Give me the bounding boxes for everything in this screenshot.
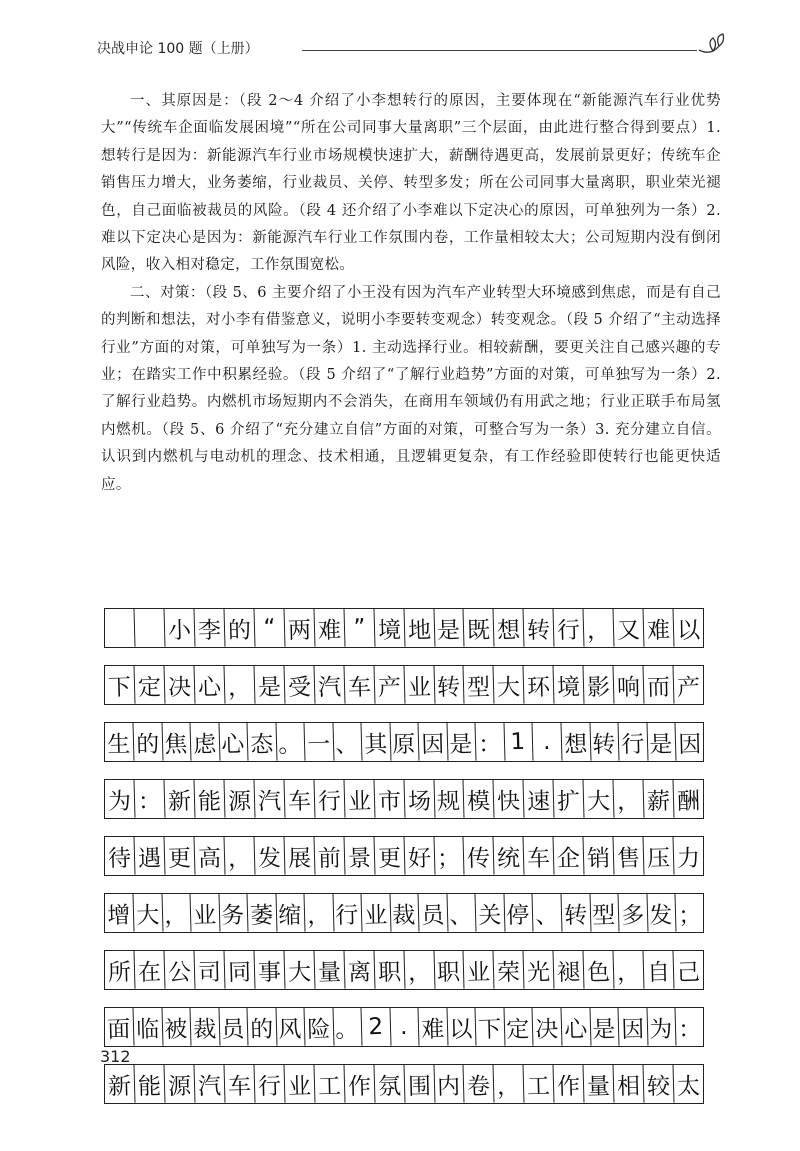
grid-cells — [104, 836, 704, 876]
grid-cell: 难 — [314, 609, 345, 648]
grid-cell: 转 — [590, 723, 620, 762]
grid-cell: 、 — [333, 723, 363, 762]
book-title: 决战申论 100 题（上册） — [97, 41, 259, 57]
grid-cell: 以 — [676, 617, 701, 644]
grid-cell — [105, 609, 136, 648]
grid-cell: 而 — [644, 666, 675, 705]
grid-cell: 高 — [194, 837, 225, 876]
grid-cell: 光 — [524, 951, 555, 990]
grid-cell: 卷 — [464, 1065, 495, 1104]
grid-cell: 想 — [561, 723, 591, 762]
grid-cells — [104, 722, 704, 762]
grid-cell: 作 — [344, 1065, 375, 1104]
grid-cell: 行 — [254, 1065, 285, 1104]
grid-cell: 内 — [434, 1065, 465, 1104]
grid-cell: ； — [677, 902, 702, 929]
grid-cell: 停 — [504, 894, 534, 933]
grid-cell: 是 — [447, 723, 477, 762]
grid-cell: 多 — [618, 894, 648, 933]
grid-cell: ， — [162, 894, 192, 933]
grid-cell: 境 — [374, 609, 405, 648]
grid-cell: 地 — [404, 609, 435, 648]
grid-cell: 型 — [464, 666, 495, 705]
grid-cell: 2 — [361, 1008, 391, 1047]
grid-cell: 车 — [524, 837, 555, 876]
grid-cell: 行 — [333, 894, 363, 933]
grid-cell: 源 — [224, 780, 255, 819]
grid-cell: ， — [224, 837, 255, 876]
grid-cell: 大 — [584, 780, 615, 819]
grid-cell: 行 — [314, 780, 345, 819]
grid-cell: 业 — [361, 894, 391, 933]
answer-explanation — [101, 88, 721, 499]
grid-cell: 产 — [374, 666, 405, 705]
grid-cell: 面 — [105, 1008, 135, 1047]
grid-cell: 一 — [304, 723, 334, 762]
grid-cell: 转 — [561, 894, 591, 933]
grid-cell: 生 — [105, 723, 135, 762]
grid-row — [100, 1003, 710, 1060]
grid-cell: . — [390, 1008, 420, 1047]
grid-cell: 转 — [524, 609, 555, 648]
grid-cell: 原 — [390, 723, 420, 762]
grid-cell: 响 — [614, 666, 645, 705]
grid-cell: 小 — [164, 609, 195, 648]
grid-cell: 褪 — [554, 951, 585, 990]
grid-cell: 大 — [284, 951, 315, 990]
grid-cells — [104, 779, 704, 819]
grid-row — [100, 775, 710, 832]
grid-cell: 车 — [344, 666, 375, 705]
grid-cell: 大 — [494, 666, 525, 705]
grid-cell: 务 — [219, 894, 249, 933]
grid-cell: 业 — [464, 951, 495, 990]
grid-cells — [104, 665, 704, 705]
grid-cell: 下 — [105, 666, 136, 705]
grid-cell: 业 — [190, 894, 220, 933]
header-rule — [302, 50, 697, 51]
grid-cell: 景 — [344, 837, 375, 876]
grid-cell: 是 — [647, 723, 677, 762]
grid-cell: 量 — [584, 1065, 615, 1104]
grid-cell: 是 — [590, 1008, 620, 1047]
grid-cell: 发 — [254, 837, 285, 876]
grid-cell: ， — [584, 609, 615, 648]
grid-cell: 缩 — [276, 894, 306, 933]
grid-cell: 风 — [276, 1008, 306, 1047]
grid-cell: 行 — [554, 609, 585, 648]
running-header — [97, 30, 727, 60]
grid-cell: 力 — [676, 845, 701, 872]
grid-cell: 临 — [133, 1008, 163, 1047]
grid-cell: 车 — [224, 1065, 255, 1104]
grid-cells — [104, 893, 704, 933]
grid-cell: 又 — [614, 609, 645, 648]
grid-cell: 萎 — [247, 894, 277, 933]
grid-cell: 所 — [105, 951, 136, 990]
grid-cells — [104, 1007, 704, 1047]
grid-cell: ： — [677, 1016, 702, 1043]
grid-cell: 围 — [404, 1065, 435, 1104]
grid-cell: 业 — [284, 1065, 315, 1104]
grid-cell: 发 — [647, 894, 677, 933]
grid-cell: 传 — [464, 837, 495, 876]
grid-cell: 太 — [676, 1073, 701, 1100]
grid-cell: 模 — [464, 780, 495, 819]
grid-cell: 想 — [494, 609, 525, 648]
grid-cell: 职 — [434, 951, 465, 990]
grid-cells — [104, 950, 704, 990]
grid-cell: 。 — [276, 723, 306, 762]
grid-cell: 汽 — [314, 666, 345, 705]
sprout-icon — [697, 32, 727, 58]
grid-row — [100, 1060, 710, 1117]
grid-cell: 能 — [194, 780, 225, 819]
grid-cell: ， — [614, 951, 645, 990]
grid-cell: 难 — [418, 1008, 448, 1047]
grid-cell: 扩 — [554, 780, 585, 819]
grid-cell: 荣 — [494, 951, 525, 990]
grid-cell: 。 — [333, 1008, 363, 1047]
grid-cell: 难 — [644, 609, 675, 648]
grid-cell: 离 — [344, 951, 375, 990]
grid-cell: 同 — [224, 951, 255, 990]
grid-cell: 心 — [194, 666, 225, 705]
grid-cell: ： — [475, 723, 505, 762]
grid-cell: 大 — [133, 894, 163, 933]
grid-cell: 是 — [434, 609, 465, 648]
grid-cell: 因 — [677, 731, 702, 758]
grid-cell: 李 — [194, 609, 225, 648]
grid-cell: 较 — [644, 1065, 675, 1104]
grid-cell: 汽 — [254, 780, 285, 819]
grid-cell: 为 — [647, 1008, 677, 1047]
grid-cell: 员 — [418, 894, 448, 933]
grid-cell: 两 — [284, 609, 315, 648]
grid-cell: 市 — [374, 780, 405, 819]
grid-cell: 汽 — [194, 1065, 225, 1104]
grid-cell: 源 — [164, 1065, 195, 1104]
grid-cell: 的 — [224, 609, 255, 648]
grid-cell: ， — [404, 951, 435, 990]
grid-cell: 在 — [134, 951, 165, 990]
page-number: 312 — [100, 1047, 131, 1066]
grid-cell: 色 — [584, 951, 615, 990]
paragraph-causes: 一、其原因是：（段 2～4 介绍了小李想转行的原因，主要体现在“新能源汽车行业优势大”“传统车企面临发展困境”“所在公司同事大量离职”三个层面，由此进行整合得到要点）1. 想转行是因为：新能源汽车行业市场规模快速扩大，薪酬待遇更高，发展前景更好；传统车企销售压力增大，业务萎缩，行业裁员、关停、转型多发；所在公司同事大量离职，职业荣光褪色，自己面临被裁员的风险。（段 4 还介绍了小李难以下定决心的原因，可单独列为一条）2. 难以下定决心是因为：新能源汽车行业工作氛围内卷，工作量相较太大；公司短期内没有倒闭风险，收入相对稳定，工作氛围宽松。 — [101, 93, 721, 274]
grid-cell: ， — [304, 894, 334, 933]
grid-cell: ” — [344, 609, 375, 648]
grid-cell: 遇 — [134, 837, 165, 876]
grid-cell: 新 — [164, 780, 195, 819]
grid-cell — [134, 609, 165, 648]
grid-cell: 定 — [504, 1008, 534, 1047]
grid-row — [100, 889, 710, 946]
grid-cell: . — [532, 723, 562, 762]
grid-cell: 职 — [374, 951, 405, 990]
grid-row — [100, 604, 710, 661]
grid-row — [100, 661, 710, 718]
grid-cell: 因 — [418, 723, 448, 762]
grid-cell: 环 — [524, 666, 555, 705]
grid-cell: 转 — [434, 666, 465, 705]
grid-cell: 行 — [618, 723, 648, 762]
grid-cell: 态 — [247, 723, 277, 762]
grid-cell: 能 — [134, 1065, 165, 1104]
grid-cell: ， — [494, 1065, 525, 1104]
grid-cell: 员 — [219, 1008, 249, 1047]
grid-cell: 、 — [447, 894, 477, 933]
grid-cell: 更 — [374, 837, 405, 876]
grid-cell: 1 — [504, 723, 534, 762]
grid-cell: 影 — [584, 666, 615, 705]
grid-cell: 销 — [584, 837, 615, 876]
grid-cell: 的 — [133, 723, 163, 762]
grid-cell: 司 — [194, 951, 225, 990]
grid-cell: 业 — [344, 780, 375, 819]
grid-cell: 型 — [590, 894, 620, 933]
grid-cell: 车 — [284, 780, 315, 819]
grid-cell: 工 — [524, 1065, 555, 1104]
grid-cell: 展 — [284, 837, 315, 876]
grid-cell: ； — [434, 837, 465, 876]
grid-cell: 工 — [314, 1065, 345, 1104]
grid-cell: 场 — [404, 780, 435, 819]
grid-cell: 更 — [164, 837, 195, 876]
grid-cell: 因 — [618, 1008, 648, 1047]
grid-cell: 的 — [247, 1008, 277, 1047]
grid-cell: 己 — [676, 959, 701, 986]
grid-cell: 下 — [475, 1008, 505, 1047]
grid-cell: ， — [614, 780, 645, 819]
grid-cell: 前 — [314, 837, 345, 876]
grid-cells — [104, 608, 704, 648]
grid-cell: 速 — [524, 780, 555, 819]
grid-cell: 裁 — [390, 894, 420, 933]
grid-cells — [104, 1064, 704, 1104]
grid-cell: 业 — [404, 666, 435, 705]
grid-cell: 公 — [164, 951, 195, 990]
answer-grid-sheet — [100, 604, 710, 1117]
grid-cell: 待 — [105, 837, 136, 876]
grid-cell: ， — [224, 666, 255, 705]
grid-cell: 规 — [434, 780, 465, 819]
grid-cell: 关 — [475, 894, 505, 933]
grid-cell: 作 — [554, 1065, 585, 1104]
grid-cell: 是 — [254, 666, 285, 705]
grid-cell: 其 — [361, 723, 391, 762]
grid-cell: 自 — [644, 951, 675, 990]
grid-cell: 裁 — [190, 1008, 220, 1047]
grid-cell: ： — [134, 780, 165, 819]
grid-cell: 新 — [105, 1065, 136, 1104]
grid-cell: 焦 — [162, 723, 192, 762]
grid-cell: 、 — [532, 894, 562, 933]
grid-cell: 压 — [644, 837, 675, 876]
grid-cell: 酬 — [676, 788, 701, 815]
grid-cell: 虑 — [190, 723, 220, 762]
grid-cell: 受 — [284, 666, 315, 705]
grid-cell: 统 — [494, 837, 525, 876]
grid-row — [100, 832, 710, 889]
grid-cell: 既 — [464, 609, 495, 648]
grid-cell: 量 — [314, 951, 345, 990]
grid-cell: 心 — [219, 723, 249, 762]
grid-cell: 心 — [561, 1008, 591, 1047]
grid-cell: 好 — [404, 837, 435, 876]
grid-cell: 决 — [164, 666, 195, 705]
paragraph-countermeasures: 二、对策：（段 5、6 主要介绍了小王没有因为汽车产业转型大环境感到焦虑，而是有自己的判断和想法，对小李有借鉴意义，说明小李要转变观念）转变观念。（段 5 介绍了“主动选择行业”方面的对策，可单独写为一条）1. 主动选择行业。相较薪酬，要更关注自己感兴趣的专业；在踏实工作中积累经验。（段 5 介绍了“了解行业趋势”方面的对策，可单独写为一条）2. 了解行业趋势。内燃机市场短期内不会消失，在商用车领域仍有用武之地；行业正联手布局氢内燃机。（段 5、6 介绍了“充分建立自信”方面的对策，可整合写为一条）3. 充分建立自信。认识到内燃机与电动机的理念、技术相通，且逻辑更复杂，有工作经验即使转行也能更快适应。 — [101, 284, 721, 493]
grid-cell: 增 — [105, 894, 135, 933]
grid-cell: 境 — [554, 666, 585, 705]
grid-cell: 被 — [162, 1008, 192, 1047]
grid-cell: 险 — [304, 1008, 334, 1047]
grid-cell: 定 — [134, 666, 165, 705]
grid-cell: 为 — [105, 780, 136, 819]
grid-cell: 售 — [614, 837, 645, 876]
grid-cell: 薪 — [644, 780, 675, 819]
grid-cell: 事 — [254, 951, 285, 990]
grid-row — [100, 946, 710, 1003]
grid-cell: 企 — [554, 837, 585, 876]
grid-row — [100, 718, 710, 775]
grid-cell: 产 — [676, 674, 701, 701]
grid-cell: “ — [254, 609, 285, 648]
grid-cell: 决 — [532, 1008, 562, 1047]
grid-cell: 以 — [447, 1008, 477, 1047]
grid-cell: 快 — [494, 780, 525, 819]
grid-cell: 相 — [614, 1065, 645, 1104]
grid-cell: 氛 — [374, 1065, 405, 1104]
